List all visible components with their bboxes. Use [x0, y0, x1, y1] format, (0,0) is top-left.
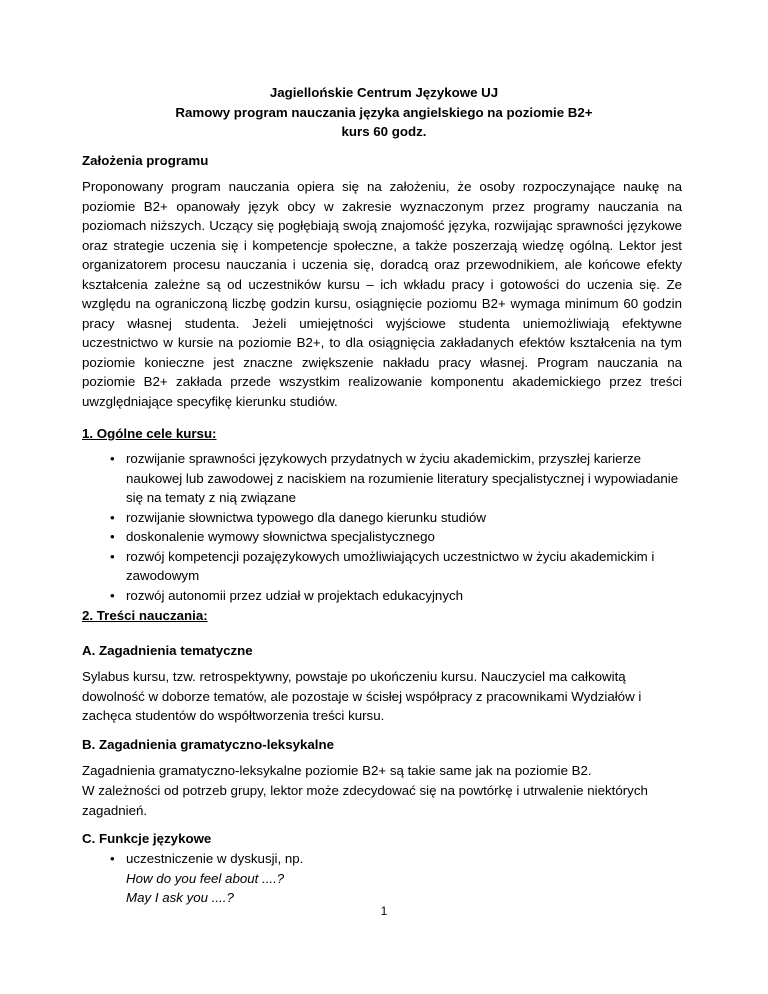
section-a-heading: A. Zagadnienia tematyczne	[82, 643, 253, 658]
list-item: • uczestniczenie w dyskusji, np. How do you feel about ....? May I ask you ....?	[82, 849, 682, 908]
bullet-icon: •	[110, 548, 115, 564]
section-a-text: Sylabus kursu, tzw. retrospektywny, powstaje po ukończeniu kursu. Nauczyciel ma całkowitą dowolność w doborze tematów, ale pozostaje w ścisłej współpracy z pracownikami Wydziałów i zachęca studentów do współtworzenia treści kursu.	[82, 669, 642, 723]
bullet-icon: •	[110, 587, 115, 603]
list-item: • rozwijanie słownictwa typowego dla danego kierunku studiów	[82, 508, 682, 528]
section-b-text-2: W zależności od potrzeb grupy, lektor może zdecydować się na powtórkę i utrwalenie niektórych zagadnień.	[82, 783, 648, 818]
bullet-icon: •	[110, 509, 115, 525]
section-b-text-1: Zagadnienia gramatyczno-leksykalne poziomie B2+ są takie same jak na poziomie B2.	[82, 763, 592, 778]
page-number: 1	[380, 904, 388, 918]
document-header	[0, 83, 768, 142]
bullet-icon: •	[110, 851, 115, 866]
course-hours: kurs 60 godz.	[341, 124, 427, 139]
list-item: • rozwój autonomii przez udział w projektach edukacyjnych	[82, 586, 682, 606]
zalozenia-heading: Założenia programu	[82, 153, 209, 168]
list-item: • rozwijanie sprawności językowych przydatnych w życiu akademickim, przyszłej karierze naukowej lub zawodowej z naciskiem na rozumienie literatury specjalistycznej i wypowiadanie się na tematy z nią związane	[110, 451, 679, 505]
example-phrase: How do you feel about ....?	[126, 870, 285, 886]
bullet-icon: •	[110, 529, 115, 544]
section-b-heading: B. Zagadnienia gramatyczno-leksykalne	[82, 737, 334, 752]
cele-heading: 1. Ogólne cele kursu:	[82, 426, 217, 441]
bullet-icon: •	[110, 451, 115, 466]
cele-list	[82, 449, 682, 605]
section-c-list	[82, 849, 682, 908]
tresci-heading: 2. Treści nauczania:	[82, 608, 208, 623]
section-c-heading: C. Funkcje językowe	[82, 831, 212, 846]
institution-name: Jagiellońskie Centrum Językowe UJ	[269, 85, 499, 100]
list-item: • doskonalenie wymowy słownictwa specjalistycznego	[82, 527, 682, 547]
program-title: Ramowy program nauczania języka angielskiego na poziomie B2+	[175, 104, 593, 120]
list-item: • rozwój kompetencji pozajęzykowych umożliwiających uczestnictwo w życiu akademickim i zawodowym	[110, 548, 655, 583]
example-phrase: May I ask you ....?	[126, 890, 234, 905]
zalozenia-text: Proponowany program nauczania opiera się na założeniu, że osoby rozpoczynające naukę na poziomie B2+ opanowały język obcy w zakresie wyznaczonym przez programy nauczania na poziomach niższych. Uczący się pogłębiają swoją znajomość języka, rozwijając sprawności językowe oraz strategie uczenia się i kompetencje społeczne, a także poszerzają wiedzę ogólną. Lektor jest organizatorem procesu nauczania i uczenia się, doradcą oraz przewodnikiem, ale końcowe efekty kształcenia zależne są od uczestników kursu – ich wkładu pracy i gotowości do uczenia się. Ze względu na ograniczoną liczbę godzin kursu, osiągnięcie poziomu B2+ wymaga minimum 60 godzin pracy własnej studenta. Jeżeli umiejętności wyjściowe studenta uniemożliwiają efektywne uczestnictwo w kursie na poziomie B2+, to dla osiągnięcia zakładanych efektów kształcenia na tym poziomie konieczne jest znaczne zwiększenie nakładu pracy własnej. Program nauczania na poziomie B2+ zakłada przede wszystkim realizowanie komponentu akademickiego przez treści uwzględniające specyfikę kierunku studiów.	[82, 179, 682, 409]
